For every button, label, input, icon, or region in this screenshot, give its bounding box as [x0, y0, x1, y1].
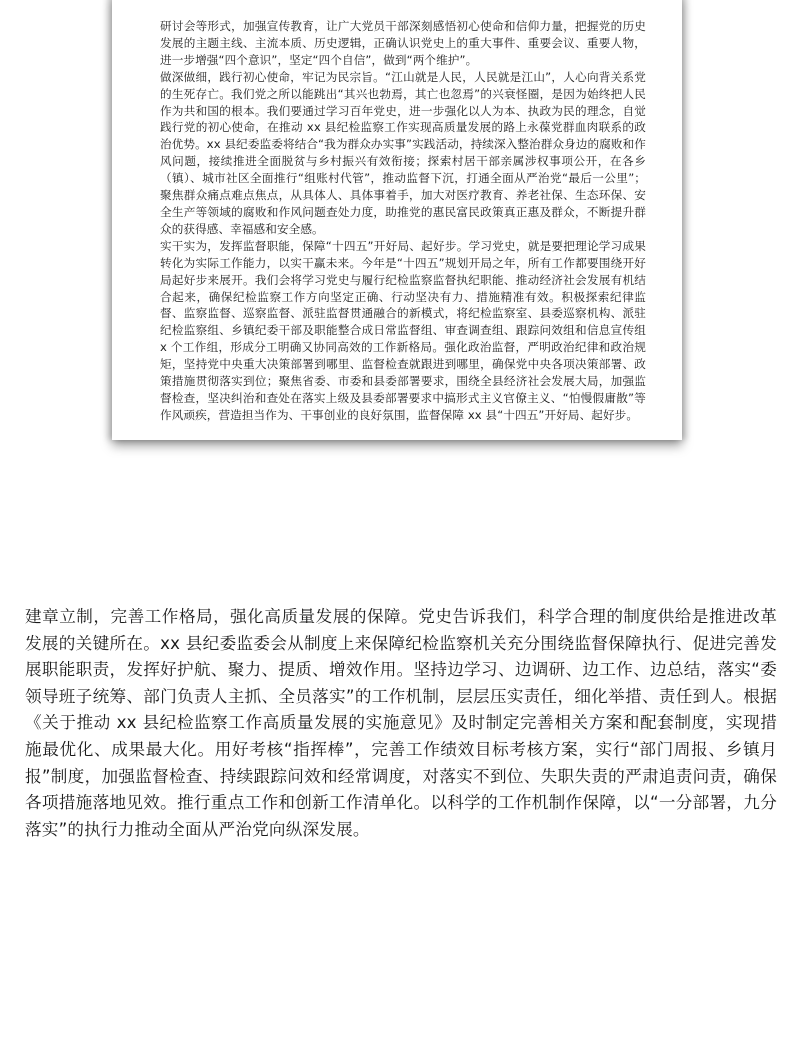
article-paragraph: 建章立制，完善工作格局，强化高质量发展的保障。党史告诉我们，科学合理的制度供给是推进改革发展的关键所在。xx 县纪委监委会从制度上来保障纪检监察机关充分围绕监督保障执行、促进完善发展职能职责，发挥好护航、聚力、提质、增效作用。坚持边学习、边调研、边工作、边总结，落实“委领导班子统筹、部门负责人主抓、全员落实”的工作机制，层层压实责任，细化举措、责任到人。根据《关于推动 xx 县纪检监察工作高质量发展的实施意见》及时制定完善相关方案和配套制度，实现措施最优化、成果最大化。用好考核“指挥棒”，完善工作绩效目标考核方案，实行“部门周报、乡镇月报”制度，加强监督检查、持续跟踪问效和经常调度，对落实不到位、失职失责的严肃追责问责，确保各项措施落地见效。推行重点工作和创新工作清单化。以科学的工作机制作保障，以“一分部署，九分落实”的执行力推动全面从严治党向纵深发展。 — [25, 607, 777, 839]
preview-paragraph-1: 研讨会等形式，加强宣传教育，让广大党员干部深刻感悟初心使命和信仰力量，把握党的历史发展的主题主线、主流本质、历史逻辑，正确认识党史上的重大事件、重要会议、重要人物，进一步增强“四个意识”，坚定“四个自信”，做到“两个维护”。 — [160, 19, 646, 67]
preview-paragraph-2: 做深做细，践行初心使命，牢记为民宗旨。“江山就是人民，人民就是江山”，人心向背关系党的生死存亡。我们党之所以能跳出“其兴也勃焉，其亡也忽焉”的兴衰怪圈，是因为始终把人民作为共和国的根本。我们要通过学习百年党史，进一步强化以人为本、执政为民的理念，自觉践行党的初心使命，在推动 xx 县纪检监察工作实现高质量发展的路上永葆党群血肉联系的政治优势。xx 县纪委监委将结合“我为群众办实事”实践活动，持续深入整治群众身边的腐败和作风问题，接续推进全面脱贫与乡村振兴有效衔接；探索村居干部亲属涉权事项公开，在各乡（镇）、城市社区全面推行“组账村代管”，推动监督下沉，打通全面从严治党“最后一公里”；聚焦群众痛点难点焦点，从具体人、具体事着手，加大对医疗教育、养老社保、生态环保、安全生产等领域的腐败和作风问题查处力度，助推党的惠民富民政策真正惠及群众，不断提升群众的获得感、幸福感和安全感。 — [160, 69, 646, 236]
preview-paragraph-3: 实干实为，发挥监督职能，保障“十四五”开好局、起好步。学习党史，就是要把理论学习成果转化为实际工作能力，以实干赢未来。今年是“十四五”规划开局之年，所有工作都要围绕开好局起好步来展开。我们会将学习党史与履行纪检监察监督执纪职能、推动经济社会发展有机结合起来，确保纪检监察工作方向坚定正确、行动坚决有力、措施精准有效。积极探索纪律监督、监察监督、巡察监督、派驻监督贯通融合的新模式，将纪检监察室、县委巡察机构、派驻纪检监察组、乡镇纪委干部及职能整合成日常监督组、审查调查组、跟踪问效组和信息宣传组 x 个工作组，形成分工明确又协同高效的工作新格局。强化政治监督，严明政治纪律和政治规矩，坚持党中央重大决策部署到哪里、监督检查就跟进到哪里，确保党中央各项决策部署、政策措施贯彻落实到位；聚焦省委、市委和县委部署要求，围绕全县经济社会发展大局，加强监督检查，坚决纠治和查处在落实上级及县委部署要求中搞形式主义官僚主义、“怕慢假庸散”等作风顽疾，营造担当作为、干事创业的良好氛围，监督保障 xx 县“十四五”开好局、起好步。 — [160, 238, 646, 422]
document-preview-content — [160, 18, 646, 424]
main-article-body — [25, 604, 777, 843]
document-preview-page — [112, 0, 682, 440]
